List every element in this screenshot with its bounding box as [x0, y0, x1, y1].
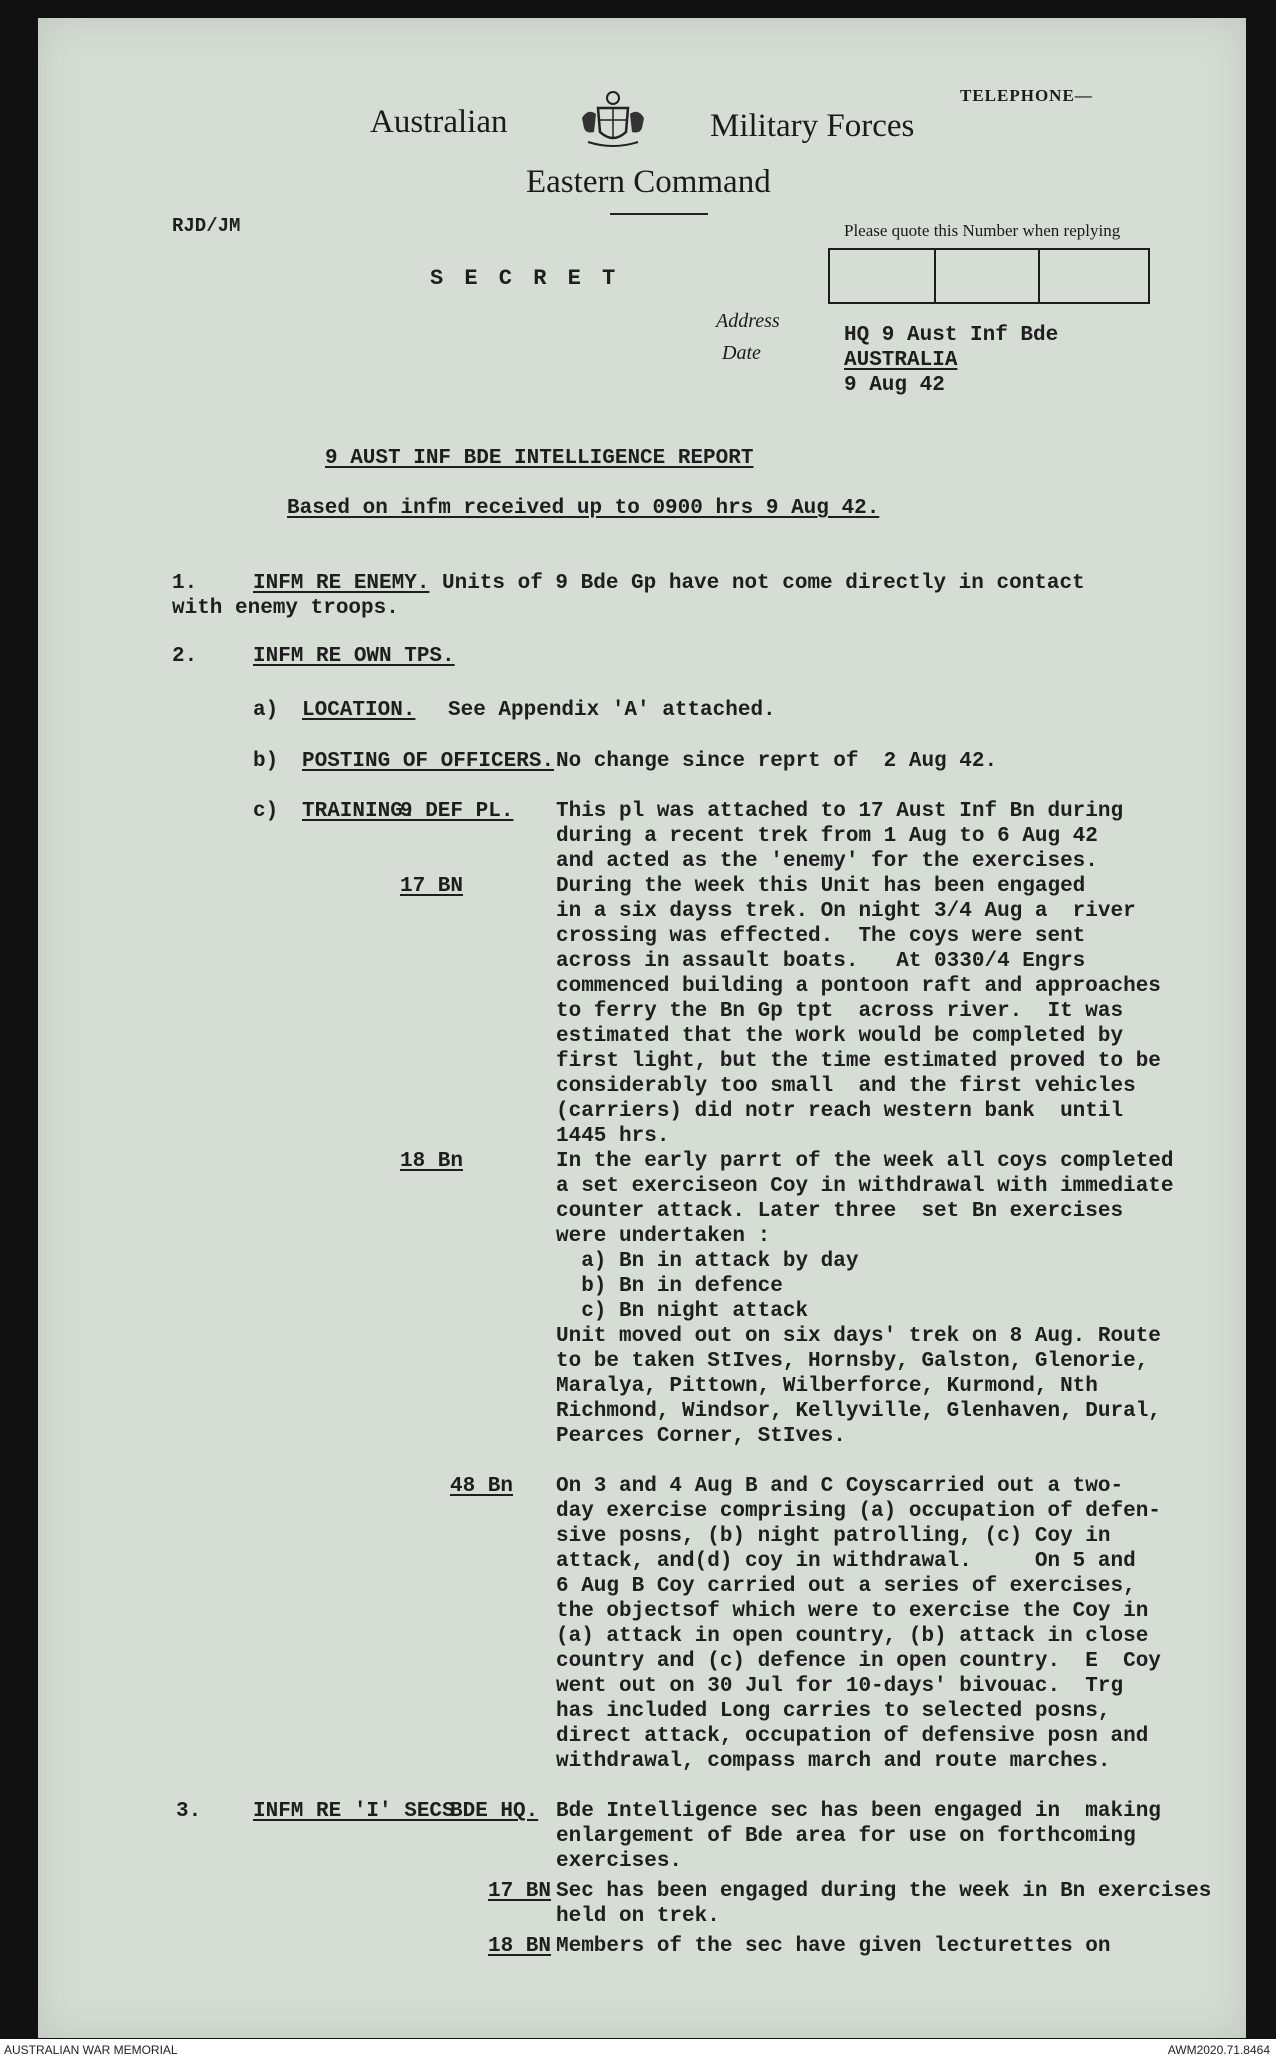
unit-text-line: in a six dayss trek. On night 3/4 Aug a river — [556, 900, 1136, 923]
unit-text-line: commenced building a pontoon raft and approaches — [556, 975, 1161, 998]
unit-text-line: the objectsof which were to exercise the Coy in — [556, 1600, 1149, 1623]
unit-text-line: Unit moved out on six days' trek on 8 Aug. Route — [556, 1325, 1161, 1348]
unit-text-line: During the week this Unit has been engaged — [556, 875, 1086, 898]
unit-text-line: attack, and(d) coy in withdrawal. On 5 and — [556, 1550, 1136, 1573]
unit-text-line: crossing was effected. The coys were sent — [556, 925, 1086, 948]
unit-text-line: 1445 hrs. — [556, 1125, 670, 1148]
para-heading: INFM RE 'I' SECS — [253, 1800, 455, 1823]
unit-text-line: b) Bn in defence — [556, 1275, 783, 1298]
para-text: Units of 9 Bde Gp have not come directly in contact — [442, 572, 1085, 595]
unit-text-line: a set exerciseon Coy in withdrawal with immediate — [556, 1175, 1174, 1198]
unit-text-line: a) Bn in attack by day — [556, 1250, 859, 1273]
address-line: AUSTRALIA — [844, 349, 958, 372]
unit-text-line: counter attack. Later three set Bn exercises — [556, 1200, 1124, 1223]
archive-footer — [0, 2039, 1276, 2061]
unit-text-line: Richmond, Windsor, Kellyville, Glenhaven, Dural, — [556, 1400, 1161, 1423]
document-page — [38, 18, 1246, 2038]
unit-label: 18 BN — [488, 1935, 552, 1958]
unit-text-line: across in assault boats. At 0330/4 Engrs — [556, 950, 1086, 973]
unit-text-line: exercises. — [556, 1850, 683, 1873]
para-text: with enemy troops. — [172, 597, 399, 620]
item-heading: LOCATION. — [302, 699, 416, 722]
letterhead-left-title: Australian — [370, 104, 508, 140]
classification-label: S E C R E T — [430, 266, 620, 291]
para-heading: INFM RE OWN TPS. — [253, 645, 455, 668]
para-number: 2. — [172, 645, 198, 668]
item-text: See Appendix 'A' attached. — [448, 699, 776, 722]
unit-text-line: c) Bn night attack — [556, 1300, 809, 1323]
footer-institution: AUSTRALIAN WAR MEMORIAL — [4, 2043, 178, 2057]
address-label: Address — [716, 310, 780, 332]
unit-text-line: considerably too small and the first vehicles — [556, 1075, 1136, 1098]
address-line: 9 Aug 42 — [844, 374, 945, 397]
unit-text-line: Bde Intelligence sec has been engaged in making — [556, 1800, 1161, 1823]
unit-text-line: On 3 and 4 Aug B and C Coyscarried out a two- — [556, 1475, 1124, 1498]
reference-code: RJD/JM — [172, 215, 241, 237]
unit-text-line: were undertaken : — [556, 1225, 771, 1248]
unit-text-line: Members of the sec have given lecturettes on — [556, 1935, 1111, 1958]
unit-text-line: and acted as the 'enemy' for the exercises. — [556, 850, 1098, 873]
para-heading: INFM RE ENEMY. — [253, 572, 430, 595]
item-text: No change since reprt of 2 Aug 42. — [556, 750, 998, 773]
para-number: 3. — [176, 1800, 202, 1823]
reference-box-divider — [1038, 250, 1040, 302]
unit-text-line: (carriers) did notr reach western bank until — [556, 1100, 1124, 1123]
unit-label: 17 BN — [488, 1880, 552, 1903]
unit-text-line: during a recent trek from 1 Aug to 6 Aug 42 — [556, 825, 1098, 848]
unit-text-line: estimated that the work would be completed by — [556, 1025, 1124, 1048]
unit-text-line: went out on 30 Jul for 10-days' bivouac. Trg — [556, 1675, 1124, 1698]
item-heading: POSTING OF OFFICERS. — [302, 750, 555, 773]
coat-of-arms-emblem — [578, 88, 648, 150]
unit-text-line: held on trek. — [556, 1905, 720, 1928]
footer-accession-number: AWM2020.71.8464 — [1167, 2043, 1270, 2057]
report-subtitle: Based on infm received up to 0900 hrs 9 Aug 42. — [287, 497, 880, 520]
unit-label: 9 DEF PL. — [400, 800, 514, 823]
quote-note: Please quote this Number when replying — [844, 221, 1121, 240]
item-label: c) — [253, 800, 279, 823]
unit-label: BDE HQ. — [450, 1800, 539, 1823]
item-label: b) — [253, 750, 279, 773]
unit-label: 17 BN — [400, 875, 464, 898]
unit-text-line: Maralya, Pittown, Wilberforce, Kurmond, Nth — [556, 1375, 1098, 1398]
unit-text-line: country and (c) defence in open country. E Coy — [556, 1650, 1161, 1673]
unit-text-line: (a) attack in open country, (b) attack in close — [556, 1625, 1149, 1648]
unit-text-line: direct attack, occupation of defensive posn and — [556, 1725, 1149, 1748]
reference-number-box — [828, 248, 1150, 304]
unit-text-line: enlargement of Bde area for use on forthcoming — [556, 1825, 1136, 1848]
letterhead-rule — [610, 213, 708, 215]
letterhead-sub-title: Eastern Command — [526, 164, 771, 200]
para-number: 1. — [172, 572, 198, 595]
unit-text-line: day exercise comprising (a) occupation of defen- — [556, 1500, 1161, 1523]
address-line: HQ 9 Aust Inf Bde — [844, 324, 1059, 347]
item-label: a) — [253, 699, 279, 722]
letterhead-right-title: Military Forces — [710, 108, 915, 144]
unit-text-line: has included Long carries to selected posns, — [556, 1700, 1111, 1723]
unit-text-line: first light, but the time estimated proved to be — [556, 1050, 1161, 1073]
date-label: Date — [722, 342, 761, 364]
unit-text-line: to be taken StIves, Hornsby, Galston, Glenorie, — [556, 1350, 1149, 1373]
unit-label: 18 Bn — [400, 1150, 464, 1173]
item-heading: TRAINING. — [302, 800, 416, 823]
unit-text-line: Sec has been engaged during the week in Bn exercises — [556, 1880, 1212, 1903]
unit-text-line: withdrawal, compass march and route marches. — [556, 1750, 1111, 1773]
unit-text-line: Pearces Corner, StIves. — [556, 1425, 846, 1448]
unit-text-line: 6 Aug B Coy carried out a series of exercises, — [556, 1575, 1136, 1598]
report-title: 9 AUST INF BDE INTELLIGENCE REPORT — [325, 447, 754, 470]
unit-label: 48 Bn — [450, 1475, 514, 1498]
unit-text-line: This pl was attached to 17 Aust Inf Bn during — [556, 800, 1124, 823]
telephone-label: TELEPHONE— — [960, 86, 1093, 105]
unit-text-line: In the early parrt of the week all coys completed — [556, 1150, 1174, 1173]
unit-text-line: sive posns, (b) night patrolling, (c) Coy in — [556, 1525, 1111, 1548]
unit-text-line: to ferry the Bn Gp tpt across river. It was — [556, 1000, 1124, 1023]
reference-box-divider — [934, 250, 936, 302]
